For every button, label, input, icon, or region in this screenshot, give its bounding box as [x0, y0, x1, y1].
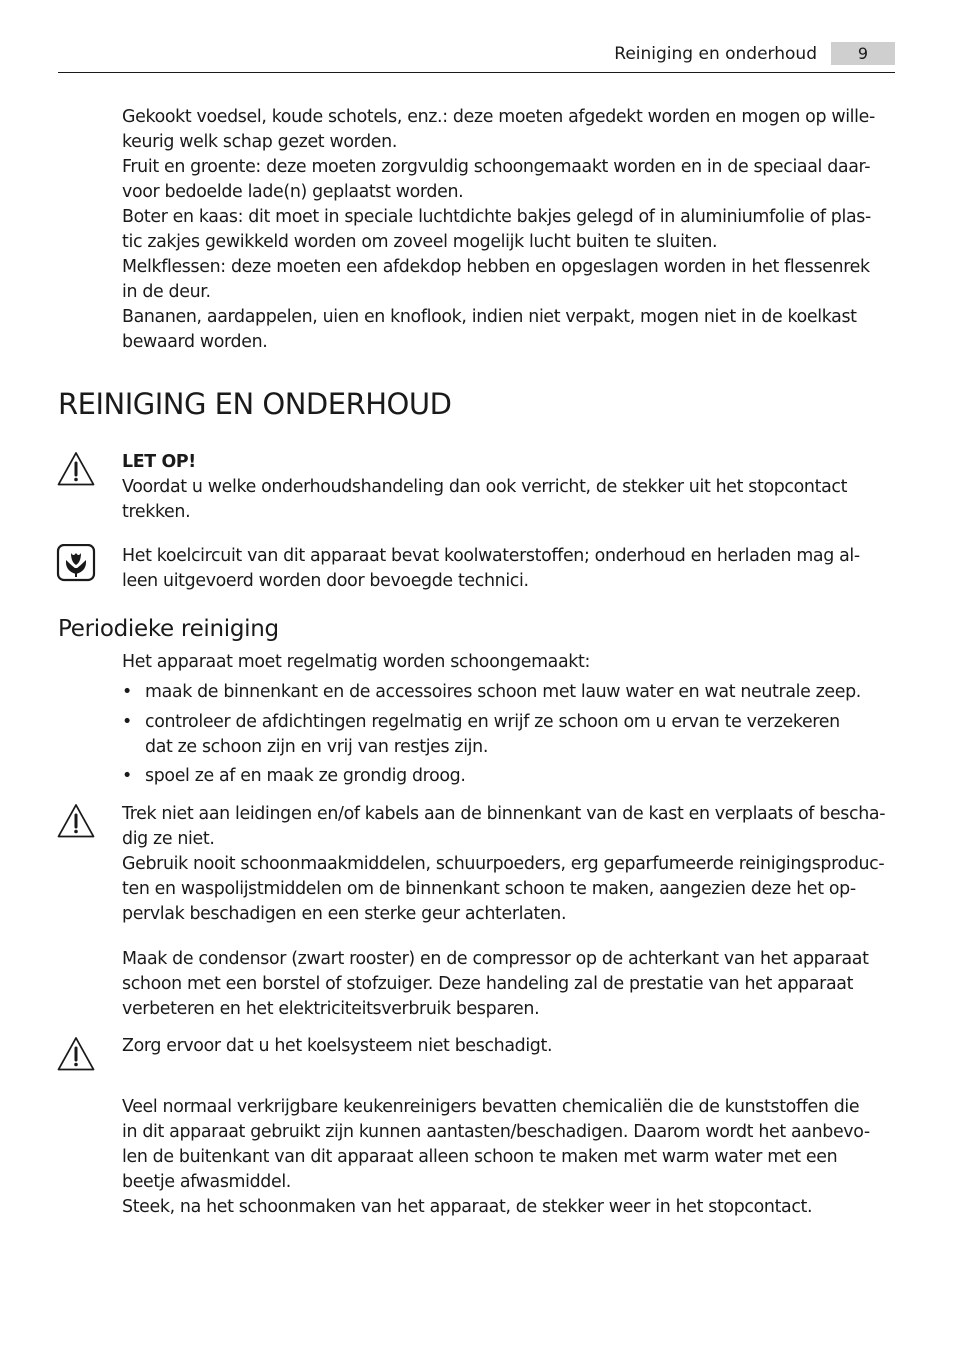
caution-block: LET OP! Voordat u welke onderhoudshandeling dan ook verricht, de stekker uit het stopcontact trekken.: [122, 450, 897, 525]
environment-note: Het koelcircuit van dit apparaat bevat koolwaterstoffen; onderhoud en herladen mag al- leen uitgevoerd worden door bevoegde technici.: [122, 546, 860, 591]
warning-icon: [56, 450, 96, 488]
bullet-mark: •: [122, 712, 132, 732]
intro-paragraph-bananas: Bananen, aardappelen, uien en knoflook, indien niet verpakt, mogen niet in de koelkast bewaard worden.: [122, 307, 857, 352]
warning-icon: [56, 1035, 96, 1073]
intro-paragraph-milk: Melkflessen: deze moeten een afdekdop hebben en opgeslagen worden in het flessenrek in de deur.: [122, 257, 870, 302]
condenser-paragraph: Maak de condensor (zwart rooster) en de compressor op de achterkant van het apparaat schoon met een borstel of stofzuiger. Deze handeling zal de prestatie van het apparaat verbeteren en het elektriciteitsverbruik besparen.: [122, 949, 869, 1019]
environment-flower-icon: [56, 544, 96, 582]
bullet-mark: •: [122, 766, 132, 786]
section-title: REINIGING EN ONDERHOUD: [58, 387, 452, 421]
intro-paragraph-cooked-food: Gekookt voedsel, koude schotels, enz.: deze moeten afgedekt worden en mogen op wille- keurig welk schap gezet worden.: [122, 107, 875, 152]
page-header: [58, 40, 895, 73]
warning-icon: [56, 802, 96, 840]
intro-paragraph-fruit: Fruit en groente: deze moeten zorgvuldig schoongemaakt worden en in de speciaal daar- voor bedoelde lade(n) geplaatst worden.: [122, 157, 871, 202]
header-title: Reiniging en onderhoud: [614, 44, 817, 64]
page-number: 9: [831, 42, 895, 65]
caution-label: LET OP!: [122, 452, 196, 472]
final-paragraph: Veel normaal verkrijgbare keukenreinigers bevatten chemicaliën die de kunststoffen die in dit apparaat gebruikt zijn kunnen aantasten/beschadigen. Daarom wordt het aanbevo- len de buitenkant van dit apparaat alleen schoon te maken met warm water met een beetje afwasmiddel. Steek, na het schoonmaken van het apparaat, de stekker weer in het stopcontact.: [122, 1097, 870, 1217]
intro-paragraph-butter: Boter en kaas: dit moet in speciale luchtdichte bakjes gelegd of in aluminiumfolie of plas- tic zakjes gewikkeld worden om zoveel mogelijk lucht buiten te sluiten.: [122, 207, 871, 252]
bullet-mark: •: [122, 682, 132, 702]
periodic-intro: Het apparaat moet regelmatig worden schoongemaakt:: [122, 652, 590, 672]
warning-cables-and-cleaners: Trek niet aan leidingen en/of kabels aan de binnenkant van de kast en verplaats of bescha- dig ze niet. Gebruik nooit schoonmaakmiddelen, schuurpoeders, erg geparfumeerde reinigingsproduc- ten en waspolijstmiddelen om de binnenkant schoon te maken, aangezien deze het op- pervlak beschadigen en een sterke geur achterlaten.: [122, 804, 886, 924]
warning-cooling-system: Zorg ervoor dat u het koelsysteem niet beschadigt.: [122, 1036, 553, 1056]
subsection-title: Periodieke reiniging: [58, 616, 279, 642]
